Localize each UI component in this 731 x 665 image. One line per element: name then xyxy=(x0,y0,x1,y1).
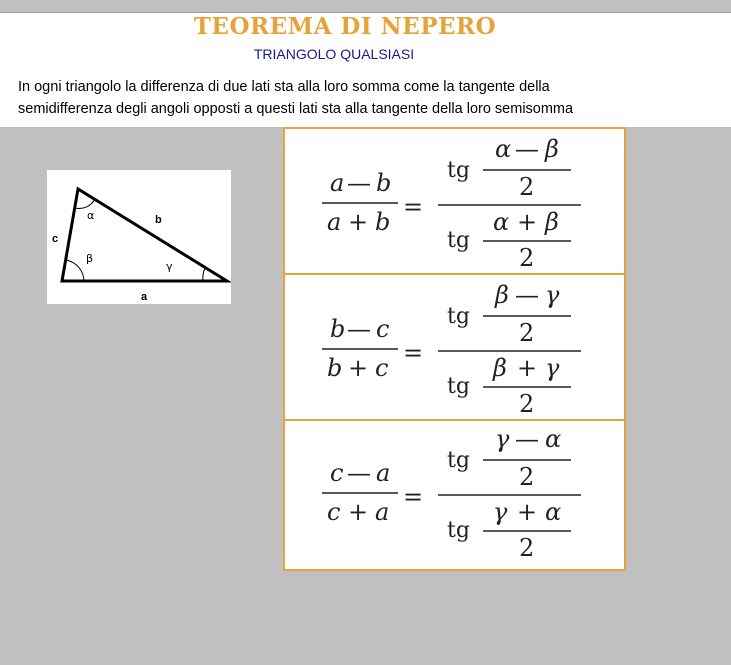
formula-1-y2: b xyxy=(375,208,391,236)
formula-1-x2: a xyxy=(327,208,342,236)
formula-2-tg-num: tg xyxy=(447,304,470,329)
triangle-svg xyxy=(47,170,231,304)
formula-3-p: γ xyxy=(495,425,510,453)
formula-2-q: γ xyxy=(545,281,560,309)
formula-3-y2: a xyxy=(375,498,390,526)
formula-1-svg xyxy=(285,129,624,273)
formula-1-equals: = xyxy=(403,193,424,221)
description-line-1: In ogni triangolo la differenza di due lati sta alla loro somma come la tangente della xyxy=(18,79,550,95)
formula-1-q: β xyxy=(545,135,559,163)
angle-gamma-arc xyxy=(203,268,205,281)
formula-1-y: b xyxy=(376,169,392,197)
side-c-label: c xyxy=(52,233,59,245)
formula-3-x: c xyxy=(330,459,344,487)
formula-1-p: α xyxy=(495,135,512,163)
formula-2-x2: b xyxy=(327,354,343,382)
formula-2-two-den: 2 xyxy=(519,390,535,418)
formula-2-minus: — xyxy=(347,315,371,343)
angle-beta-label: β xyxy=(86,252,94,265)
formula-3-svg xyxy=(285,421,624,565)
formula-2-p: β xyxy=(495,281,509,309)
formula-3-tg-den: tg xyxy=(447,518,470,543)
triangle-diagram xyxy=(47,170,231,304)
formula-3-y: a xyxy=(376,459,391,487)
formula-2-two-num: 2 xyxy=(519,319,535,347)
page-subtitle: TRIANGOLO QUALSIASI xyxy=(253,46,415,62)
formula-3-tg-num: tg xyxy=(447,448,470,473)
formula-3-q2: α xyxy=(545,498,562,526)
formula-2-plus: + xyxy=(348,354,369,382)
formula-row-2 xyxy=(285,275,624,421)
formula-2-plus2: + xyxy=(517,354,538,382)
formula-3-plus: + xyxy=(348,498,369,526)
formula-2-minus2: — xyxy=(515,281,539,309)
formula-3-two-den: 2 xyxy=(519,534,535,562)
formula-2-y2: c xyxy=(375,354,389,382)
formula-1-minus: — xyxy=(347,169,371,197)
formula-1-tg-num: tg xyxy=(447,158,470,183)
formula-2-y: c xyxy=(376,315,390,343)
header-panel xyxy=(0,13,731,127)
formula-1-p2: α xyxy=(493,208,510,236)
side-a-label: a xyxy=(141,291,148,303)
theorem-description xyxy=(18,76,718,120)
top-divider xyxy=(0,0,731,13)
formula-3-minus2: — xyxy=(515,425,539,453)
formula-1-q2: β xyxy=(545,208,559,236)
formula-2-x: b xyxy=(330,315,346,343)
angle-alpha-arc xyxy=(75,199,95,208)
formula-2-equals: = xyxy=(403,339,424,367)
formula-row-3 xyxy=(285,421,624,567)
formula-1-plus2: + xyxy=(517,208,538,236)
description-line-2: semidifferenza degli angoli opposti a questi lati sta alla tangente della loro semisomma xyxy=(18,101,574,117)
formula-3-p2: γ xyxy=(493,498,508,526)
formula-3-minus: — xyxy=(347,459,371,487)
formula-2-svg xyxy=(285,275,624,419)
formula-3-two-num: 2 xyxy=(519,463,535,491)
formula-3-x2: c xyxy=(327,498,341,526)
formula-row-1 xyxy=(285,129,624,275)
formula-3-equals: = xyxy=(403,483,424,511)
formula-2-p2: β xyxy=(493,354,507,382)
formula-3-q: α xyxy=(545,425,562,453)
formula-1-plus: + xyxy=(348,208,369,236)
page-title: TEOREMA DI NEPERO xyxy=(193,13,497,40)
formula-1-two-den: 2 xyxy=(519,244,535,272)
side-b-label: b xyxy=(155,214,162,226)
formula-1-minus2: — xyxy=(515,135,539,163)
formula-1-two-num: 2 xyxy=(519,173,535,201)
formula-1-tg-den: tg xyxy=(447,228,470,253)
formula-1-x: a xyxy=(330,169,345,197)
triangle-shape xyxy=(62,189,227,281)
formula-2-tg-den: tg xyxy=(447,374,470,399)
formulas-box xyxy=(283,127,626,571)
angle-alpha-label: α xyxy=(87,209,95,222)
angle-gamma-label: γ xyxy=(166,260,173,273)
angle-beta-arc xyxy=(66,260,84,281)
formula-3-plus2: + xyxy=(517,498,538,526)
formula-2-q2: γ xyxy=(545,354,560,382)
